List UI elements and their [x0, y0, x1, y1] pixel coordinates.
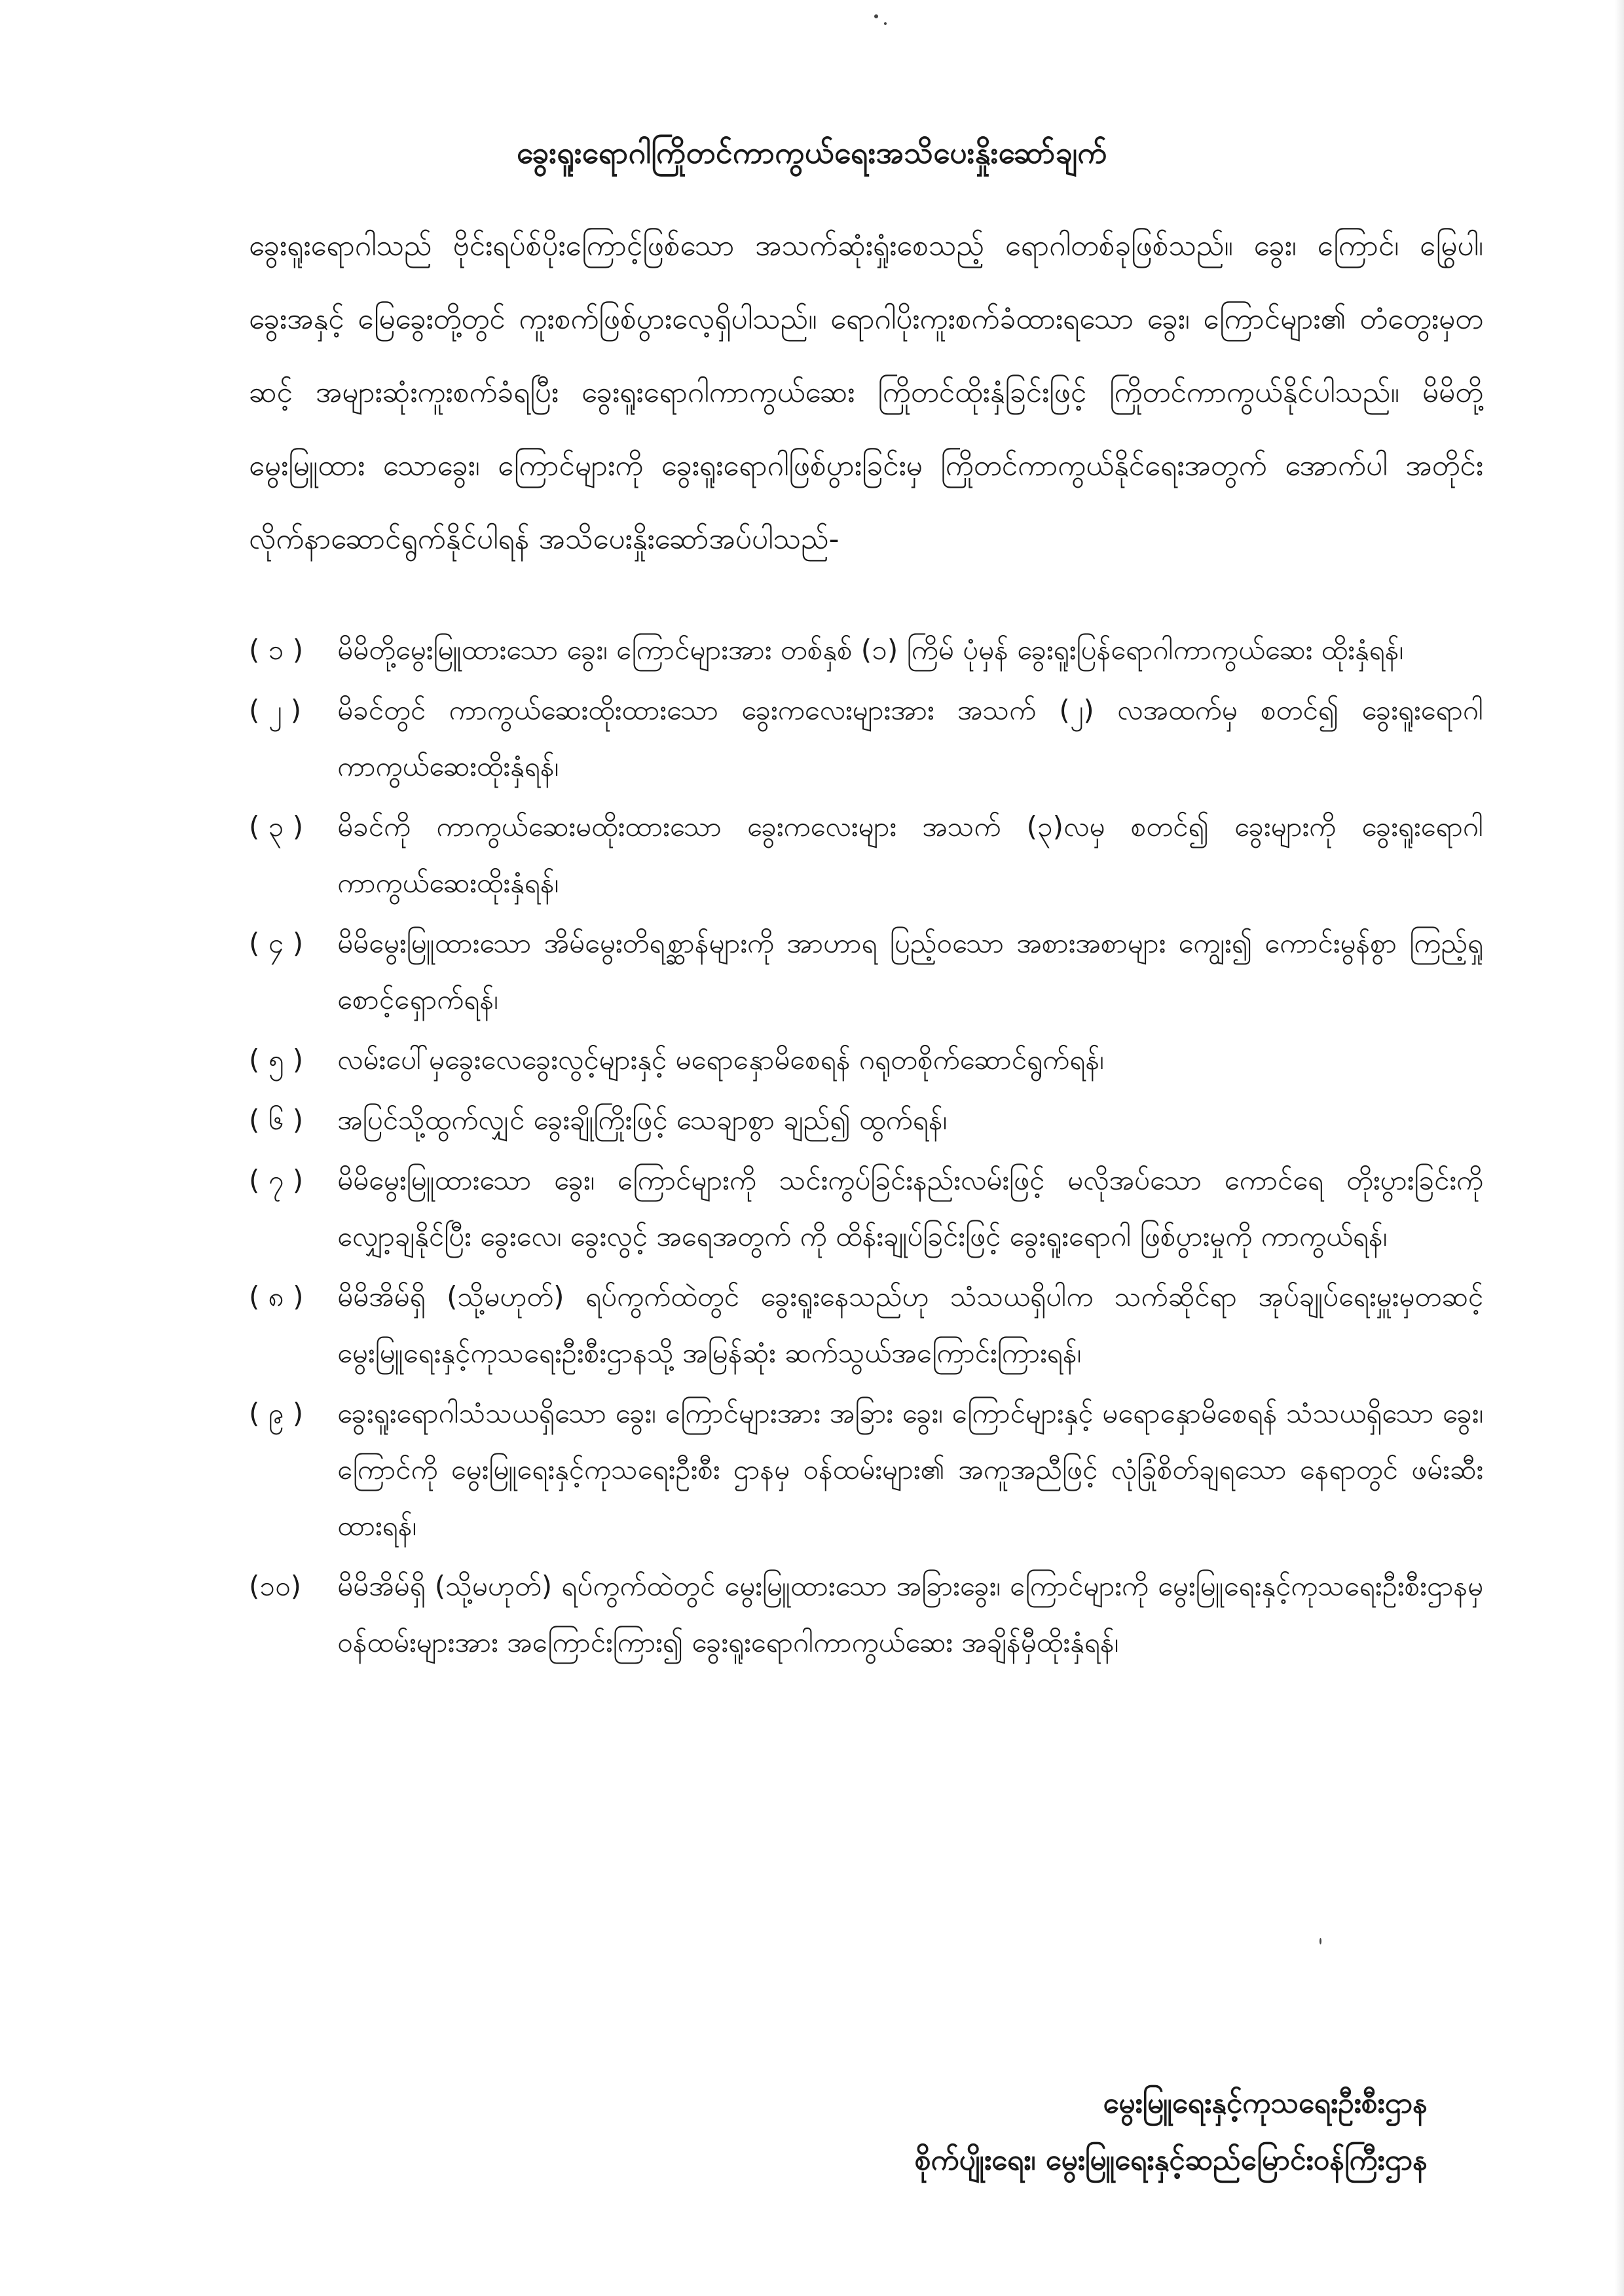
item-text: ခွေးရူးရောဂါသံသယရှိသော ခွေး၊ ကြောင်များအား အခြား ခွေး၊ ကြောင်များနှင့် မရောနှောမိစေရန် သံသယရှိသော ခွေး၊ ကြောင်ကို မွေးမြူရေးနှင့်ကုသရေးဦးစီး ဌာနမှ ဝန်ထမ်းများ၏ အကူအညီဖြင့် လုံခြုံစိတ်ချရသော နေရာတွင် ဖမ်းဆီး ထားရန်၊ [337, 1397, 1483, 1542]
item-text: မိခင်တွင် ကာကွယ်ဆေးထိုးထားသော ခွေးကလေးများအား အသက် (၂) လအထက်မှ စတင်၍ ခွေးရူးရောဂါကာကွယ်ဆေးထိုးနှံရန်၊ [337, 694, 1483, 782]
scan-speck [874, 14, 878, 18]
item-text: မိမိတို့မွေးမြူထားသော ခွေး၊ ကြောင်များအား တစ်နှစ် (၁) ကြိမ် ပုံမှန် ခွေးရူးပြန်ရောဂါကာကွယ်ဆေး ထိုးနှံရန်၊ [337, 634, 1403, 666]
item-number: ( ၂ ) [249, 694, 302, 726]
item-text: မိခင်ကို ကာကွယ်ဆေးမထိုးထားသော ခွေးကလေးများ အသက် (၃)လမှ စတင်၍ ခွေးများကို ခွေးရူးရောဂါကာကွယ်ဆေးထိုးနှံရန်၊ [337, 811, 1483, 899]
list-item [249, 799, 1483, 911]
document-title: ခွေးရူးရောဂါကြိုတင်ကာကွယ်ရေးအသိပေးနှိုးဆော်ချက် [517, 135, 1107, 170]
instruction-list [249, 622, 1483, 1675]
item-number: ( ၇ ) [249, 1164, 304, 1196]
list-item [249, 1558, 1483, 1671]
item-number: ( ၁ ) [249, 634, 304, 666]
list-item [249, 682, 1483, 795]
item-text: အပြင်သို့ထွက်လျှင် ခွေးချိုကြိုးဖြင့် သေချာစွာ ချည်၍ ထွက်ရန်၊ [337, 1104, 948, 1136]
scan-edge-shadow [1615, 0, 1624, 2296]
list-item [249, 1269, 1483, 1381]
item-number: ( ၅ ) [249, 1044, 304, 1076]
item-text: မိမိအိမ်ရှိ (သို့မဟုတ်) ရပ်ကွက်ထဲတွင် မွေးမြူထားသော အခြားခွေး၊ ကြောင်များကို မွေးမြူရေးနှင့်ကုသရေးဦးစီးဌာနမှ ဝန်ထမ်းများအား အကြောင်းကြား၍ ခွေးရူးရောဂါကာကွယ်ဆေး အချိန်မှီထိုးနှံရန်၊ [337, 1570, 1483, 1658]
item-number: ( ၃ ) [249, 811, 304, 843]
list-item [249, 915, 1483, 1028]
item-text: မိမိမွေးမြူထားသော ခွေး၊ ကြောင်များကို သင်းကွပ်ခြင်းနည်းလမ်းဖြင့် မလိုအပ်သော ကောင်ရေ တိုးပွားခြင်းကို လျှော့ချနိုင်ပြီး ခွေးလေ၊ ခွေးလွင့် အရေအတွက် ကို ထိန်းချုပ်ခြင်းဖြင့် ခွေးရူးရောဂါ ဖြစ်ပွားမှုကို ကာကွယ်ရန်၊ [337, 1164, 1483, 1252]
item-text: လမ်းပေါ်မှခွေးလေခွေးလွင့်များနှင့် မရောနှောမိစေရန် ဂရုတစိုက်ဆောင်ရွက်ရန်၊ [337, 1044, 1104, 1076]
list-item [249, 1152, 1483, 1265]
signature-department: မွေးမြူရေးနှင့်ကုသရေးဦးစီးဌာန [1103, 2086, 1428, 2120]
item-text: မိမိအိမ်ရှိ (သို့မဟုတ်) ရပ်ကွက်ထဲတွင် ခွေးရူးနေသည်ဟု သံသယရှိပါက သက်ဆိုင်ရာ အုပ်ချုပ်ရေးမှူးမှတဆင့် မွေးမြူရေးနှင့်ကုသရေးဦးစီးဌာနသို့ အမြန်ဆုံး ဆက်သွယ်အကြောင်းကြားရန်၊ [337, 1281, 1483, 1369]
list-item [249, 1032, 1483, 1088]
list-item [249, 1385, 1483, 1554]
item-text: မိမိမွေးမြူထားသော အိမ်မွေးတိရစ္ဆာန်များကို အာဟာရ ပြည့်ဝသော အစားအစာများ ကျွေး၍ ကောင်းမွန်စွာ ကြည့်ရှုစောင့်ရှောက်ရန်၊ [337, 927, 1483, 1015]
item-number: ( ၄ ) [249, 927, 304, 959]
list-item [249, 622, 1483, 678]
item-number: ( ၆ ) [249, 1104, 304, 1136]
item-number: ( ၉ ) [249, 1397, 304, 1429]
item-number: ( ၈ ) [249, 1281, 304, 1313]
list-item [249, 1092, 1483, 1148]
signature-ministry: စိုက်ပျိုးရေး၊ မွေးမြူရေးနှင့်ဆည်မြောင်းဝန်ကြီးဌာန [914, 2143, 1428, 2177]
scan-speck [1320, 1938, 1321, 1944]
scan-speck [884, 22, 887, 25]
intro-paragraph: ခွေးရူးရောဂါသည် ဗိုင်းရပ်စ်ပိုးကြောင့်ဖြစ်သော အသက်ဆုံးရှုံးစေသည့် ရောဂါတစ်ခုဖြစ်သည်။ ခွေး၊ ကြောင်၊ မြွေပါ၊ ခွေးအနှင့် မြေခွေးတို့တွင် ကူးစက်ဖြစ်ပွားလေ့ရှိပါသည်။ ရောဂါပိုးကူးစက်ခံထားရသော ခွေး၊ ကြောင်များ၏ တံတွေးမှတဆင့် အများဆုံးကူးစက်ခံရပြီး ခွေးရူးရောဂါကာကွယ်ဆေး ကြိုတင်ထိုးနှံခြင်းဖြင့် ကြိုတင်ကာကွယ်နိုင်ပါသည်။ မိမိတို့မွေးမြူထား သောခွေး၊ ကြောင်များကို ခွေးရူးရောဂါဖြစ်ပွားခြင်းမှ ကြိုတင်ကာကွယ်နိုင်ရေးအတွက် အောက်ပါ အတိုင်းလိုက်နာဆောင်ရွက်နိုင်ပါရန် အသိပေးနှိုးဆော်အပ်ပါသည်- [249, 229, 1484, 556]
item-number: (၁၀) [249, 1570, 302, 1602]
